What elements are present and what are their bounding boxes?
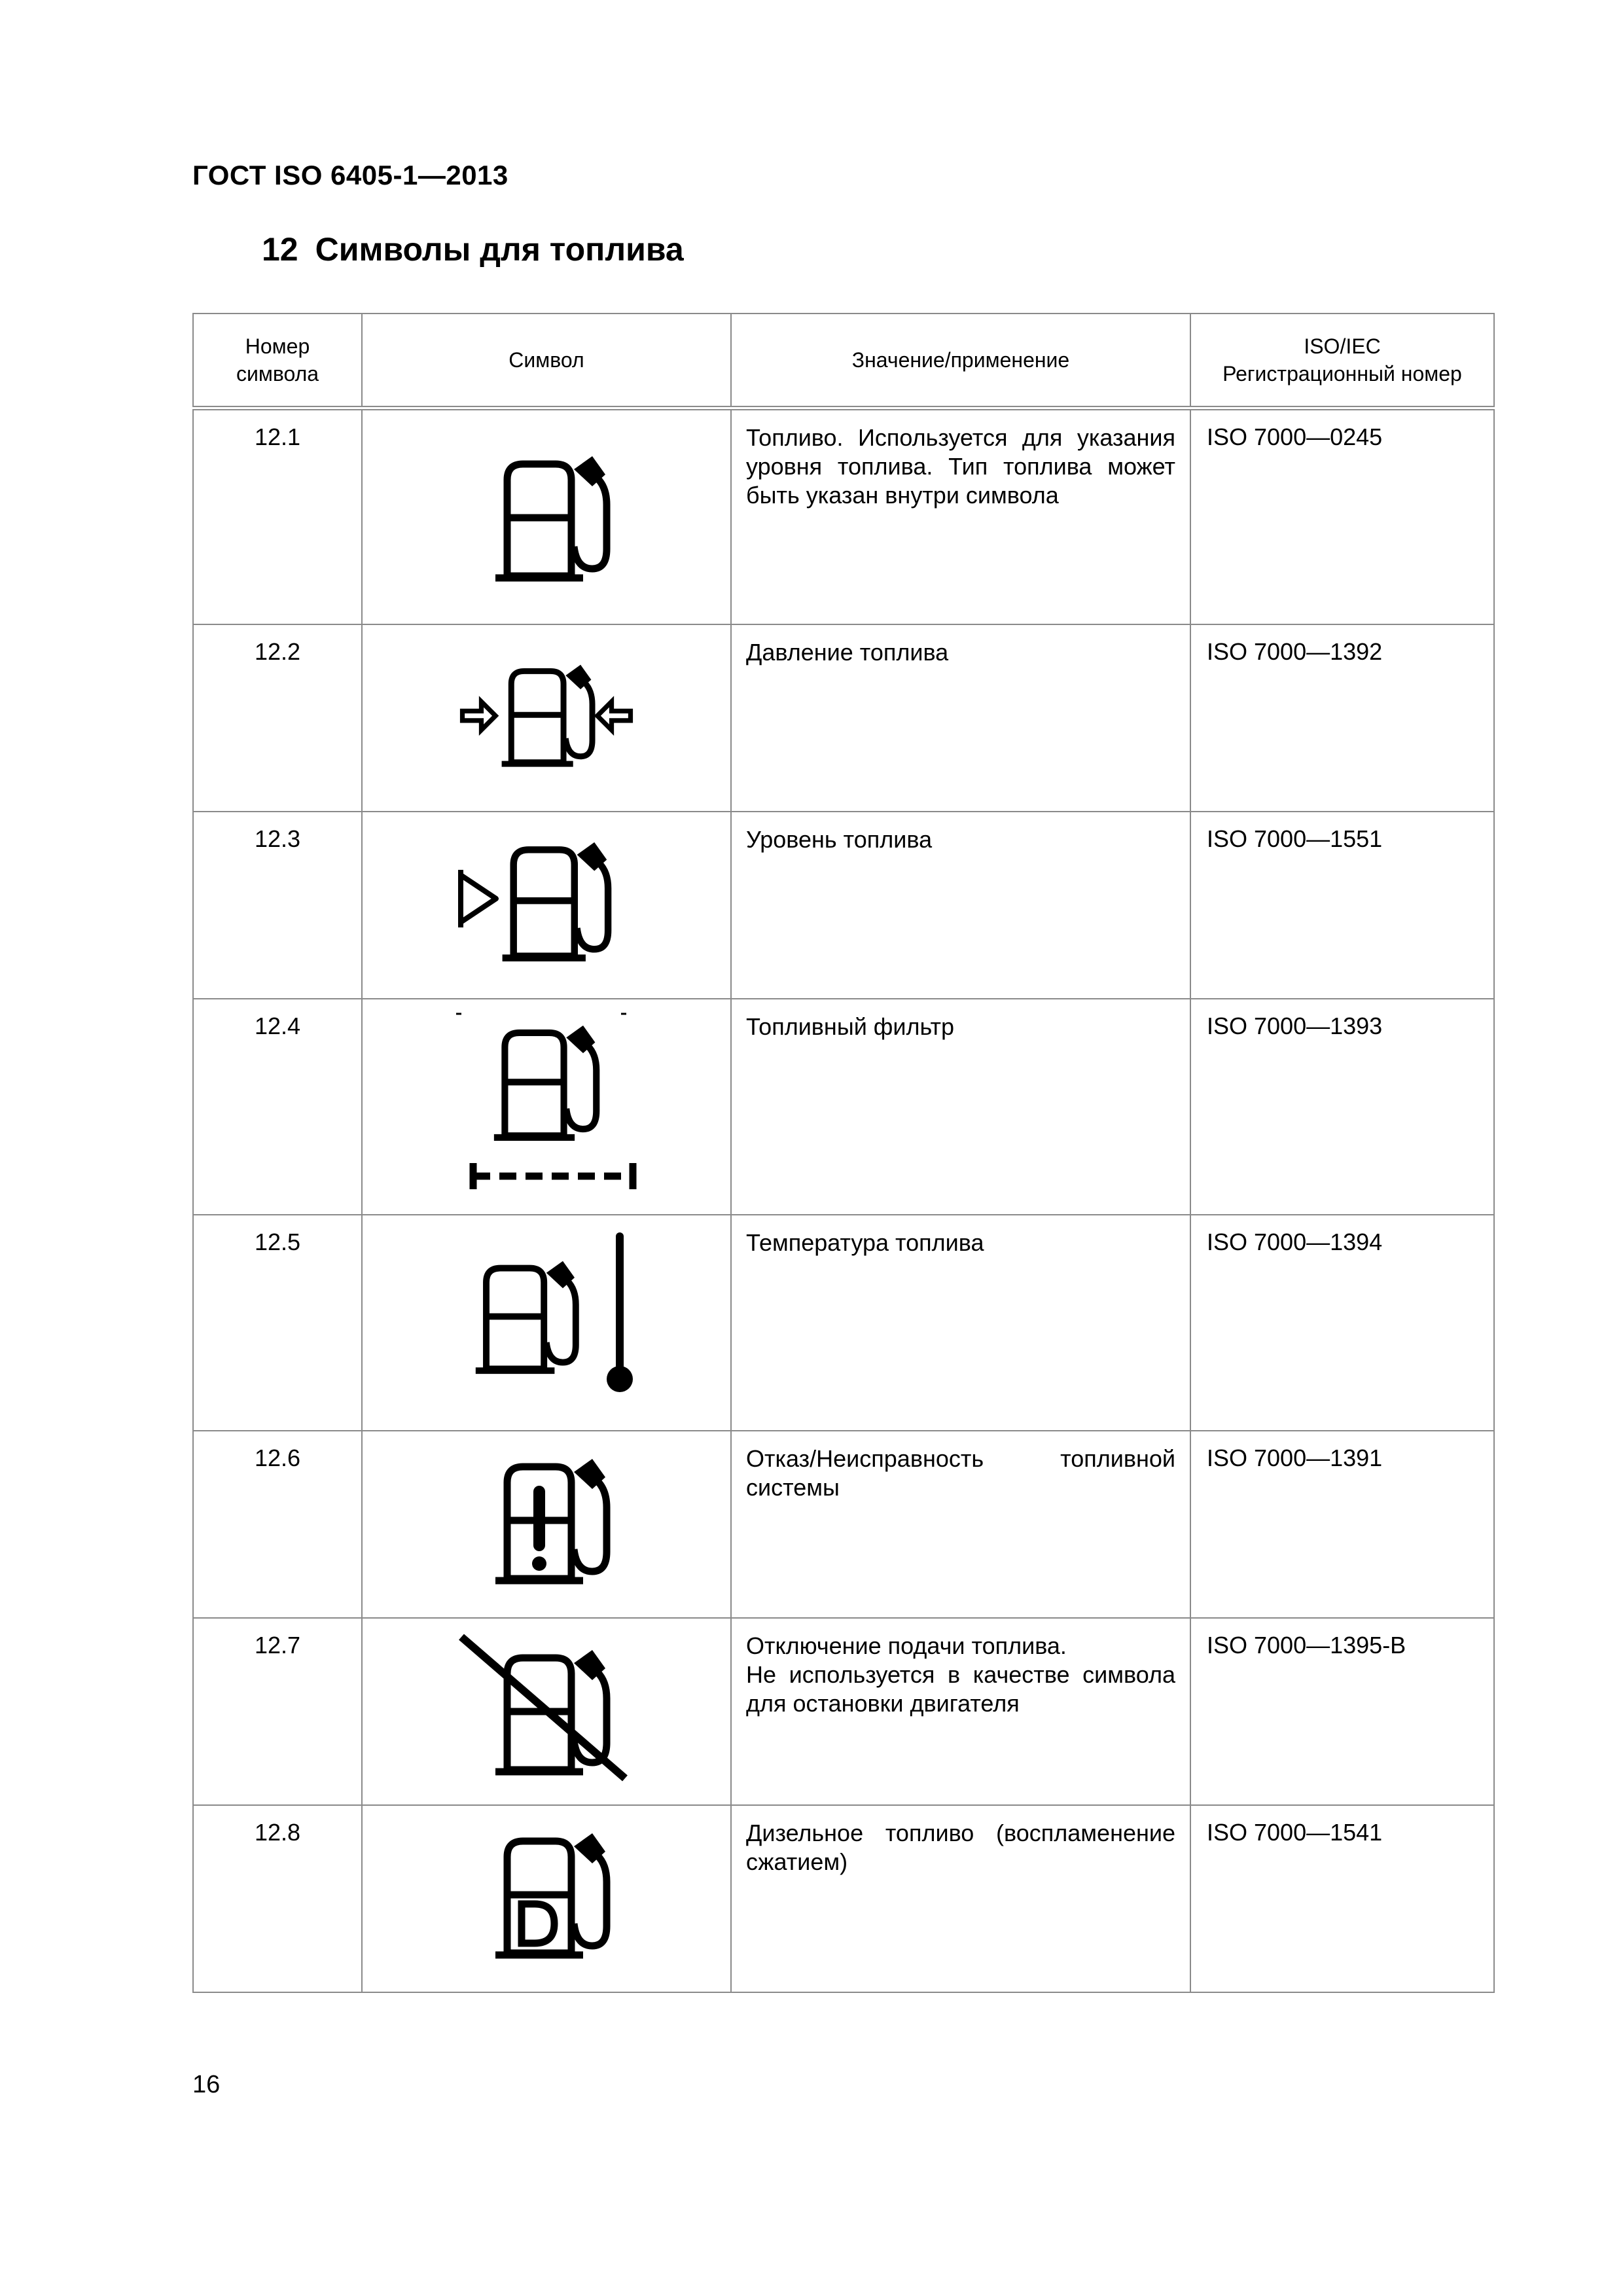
document-code: ГОСТ ISO 6405-1—2013 — [192, 160, 508, 190]
table-row — [193, 999, 1494, 1215]
registration-number: ISO 7000—0245 — [1190, 408, 1494, 624]
registration-number: ISO 7000—1551 — [1190, 812, 1494, 999]
symbol-meaning: Дизельное топливо (воспламенение сжатием) — [731, 1805, 1190, 1992]
fuel-system-failure-icon — [461, 1444, 632, 1595]
fuel-filter-icon — [448, 1005, 645, 1194]
fuel-level-icon — [452, 834, 641, 972]
symbol-cell — [362, 1215, 731, 1431]
col-header-number: Номер символа — [193, 314, 362, 408]
section-title — [262, 230, 684, 268]
symbol-cell — [362, 1805, 731, 1992]
fuel-pressure-icon — [448, 658, 645, 782]
table-row — [193, 408, 1494, 624]
table-row — [193, 812, 1494, 999]
table-row — [193, 1431, 1494, 1618]
symbol-meaning: Отключение подачи топлива. Не используется в качестве символа для остановки двигателя — [731, 1618, 1190, 1805]
fuel-symbols-table — [192, 313, 1495, 1993]
table-row — [193, 1805, 1494, 1992]
registration-number: ISO 7000—1391 — [1190, 1431, 1494, 1618]
symbol-cell — [362, 1431, 731, 1618]
symbol-meaning: Топливо. Используется для указания уровня топлива. Тип топлива может быть указан внутри символа — [731, 408, 1190, 624]
registration-number: ISO 7000—1393 — [1190, 999, 1494, 1215]
symbol-cell — [362, 999, 731, 1215]
section-title-text: Символы для топлива — [315, 231, 684, 268]
symbol-number: 12.6 — [193, 1431, 362, 1618]
col-header-registration: ISO/IEC Регистрационный номер — [1190, 314, 1494, 408]
table-row — [193, 1618, 1494, 1805]
fuel-pump-icon — [461, 442, 632, 592]
diesel-fuel-icon — [461, 1819, 632, 1969]
symbol-meaning: Температура топлива — [731, 1215, 1190, 1431]
symbol-number: 12.1 — [193, 408, 362, 624]
col-header-meaning: Значение/применение — [731, 314, 1190, 408]
section-number: 12 — [262, 231, 298, 268]
registration-number: ISO 7000—1394 — [1190, 1215, 1494, 1431]
fuel-temperature-icon — [448, 1227, 645, 1397]
symbol-meaning: Отказ/Неисправность топливной системы — [731, 1431, 1190, 1618]
symbol-number: 12.7 — [193, 1618, 362, 1805]
table-row — [193, 1215, 1494, 1431]
symbol-number: 12.4 — [193, 999, 362, 1215]
registration-number: ISO 7000—1395-B — [1190, 1618, 1494, 1805]
registration-number: ISO 7000—1392 — [1190, 624, 1494, 812]
page-number: 16 — [192, 2071, 221, 2098]
symbol-number: 12.8 — [193, 1805, 362, 1992]
symbol-meaning: Уровень топлива — [731, 812, 1190, 999]
registration-number: ISO 7000—1541 — [1190, 1805, 1494, 1992]
symbol-number: 12.3 — [193, 812, 362, 999]
symbol-cell — [362, 812, 731, 999]
fuel-shutoff-icon — [455, 1629, 638, 1786]
symbol-cell — [362, 624, 731, 812]
col-header-symbol: Символ — [362, 314, 731, 408]
table-header-row — [193, 314, 1494, 408]
symbol-number: 12.2 — [193, 624, 362, 812]
table-row — [193, 624, 1494, 812]
symbol-number: 12.5 — [193, 1215, 362, 1431]
symbol-meaning: Давление топлива — [731, 624, 1190, 812]
symbol-meaning: Топливный фильтр — [731, 999, 1190, 1215]
symbol-cell — [362, 1618, 731, 1805]
symbol-cell — [362, 408, 731, 624]
